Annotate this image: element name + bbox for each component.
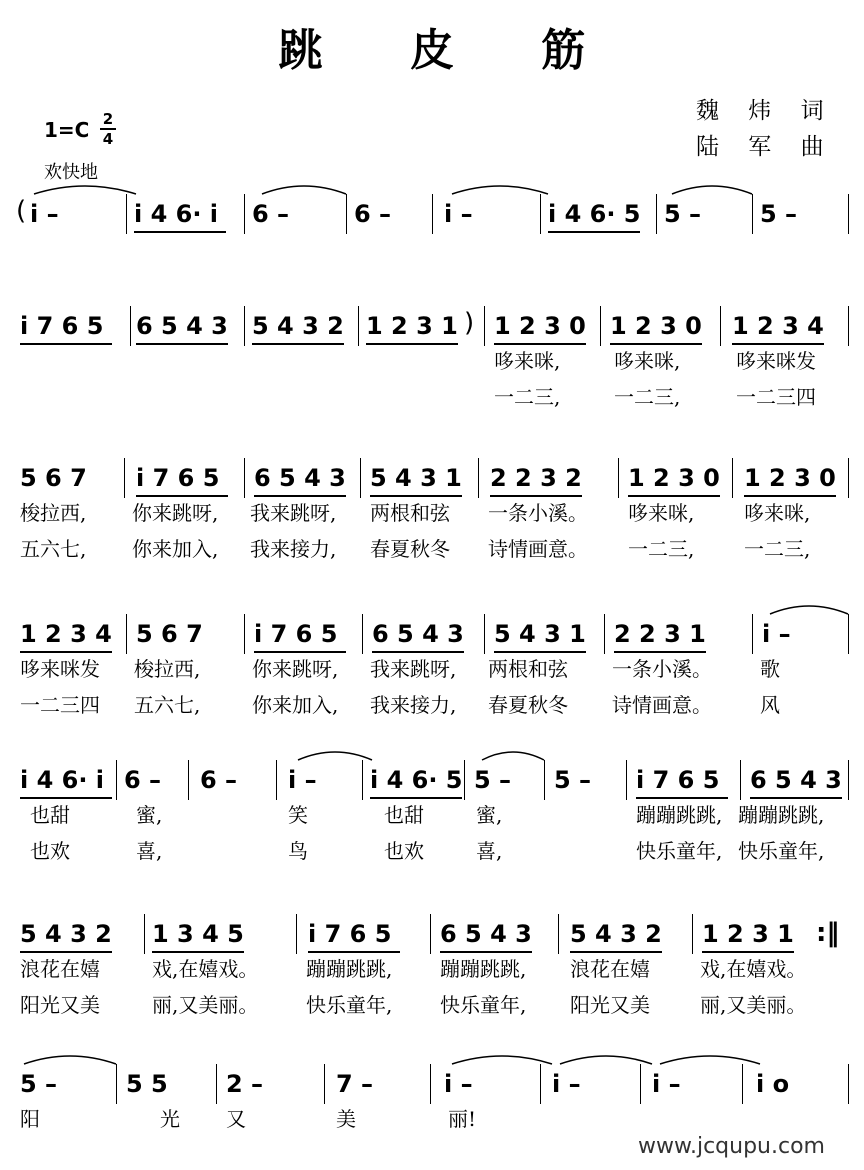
bar-line: [742, 1064, 743, 1104]
bar-line: [848, 614, 849, 654]
tie: [298, 752, 372, 760]
lyric-verse-2: 阳光又美: [20, 993, 100, 1017]
watermark: www.jcqupu.com: [638, 1134, 825, 1159]
lyric-verse-2: 快乐童年,: [636, 839, 723, 863]
lyric-verse-1: 哆来咪,: [628, 501, 695, 525]
bar-line: [540, 194, 541, 234]
bar-line: [276, 760, 277, 800]
measure-notes: 6 5 4 3: [372, 620, 464, 648]
lyric-verse-1: 两根和弦: [488, 657, 568, 681]
bar-line: [640, 1064, 641, 1104]
lyric-verse-2: 春夏秋冬: [488, 693, 568, 717]
lyric-verse-1: 哆来咪,: [494, 349, 561, 373]
lyric-verse-1: 哆来咪,: [744, 501, 811, 525]
lyric-verse-1: 光: [160, 1107, 180, 1131]
bar-line: [296, 914, 297, 954]
measure-notes: 5 6 7: [136, 620, 203, 648]
key-signature: 1=C: [44, 118, 90, 142]
lyric-verse-2: 一二三四: [20, 693, 100, 717]
bar-line: [848, 194, 849, 234]
bar-line: [144, 914, 145, 954]
bar-line: [126, 614, 127, 654]
measure-notes: 5 4 3 2: [570, 920, 662, 948]
measure-notes: 5 4 3 1: [494, 620, 586, 648]
measure-notes: 1 2 3 0: [610, 312, 702, 340]
lyric-verse-1: 蜜,: [476, 803, 503, 827]
bar-line: [430, 914, 431, 954]
lyric-verse-1: 蹦蹦跳跳,: [636, 803, 723, 827]
tie: [482, 752, 544, 760]
measure-notes: 6 –: [200, 766, 238, 794]
measure-notes: 5 –: [20, 1070, 58, 1098]
lyric-verse-2: 一二三,: [628, 537, 695, 561]
lyric-verse-1: 我来跳呀,: [370, 657, 457, 681]
repeat-end-sign: :‖: [816, 918, 840, 948]
measure-notes: i 7 6 5: [20, 312, 104, 340]
lyric-verse-2: 一二三四: [736, 385, 816, 409]
lyric-verse-1: 蜜,: [136, 803, 163, 827]
bar-line: [544, 760, 545, 800]
measure-notes: 6 –: [354, 200, 392, 228]
lyric-verse-2: 五六七,: [20, 537, 87, 561]
measure-notes: 6 –: [252, 200, 290, 228]
bar-line: [362, 614, 363, 654]
bar-line: [848, 760, 849, 800]
lyric-verse-2: 一二三,: [614, 385, 681, 409]
lyric-verse-2: 诗情画意。: [612, 693, 712, 717]
bar-line: [188, 760, 189, 800]
measure-notes: i 7 6 5: [636, 766, 720, 794]
lyric-verse-2: 我来接力,: [250, 537, 337, 561]
measure-notes: i –: [288, 766, 317, 794]
time-signature: [100, 110, 116, 148]
bar-line: [478, 458, 479, 498]
lyric-verse-1: 歌: [760, 657, 780, 681]
bar-line: [732, 458, 733, 498]
measure-notes: i –: [444, 1070, 473, 1098]
lyric-verse-1: 你来跳呀,: [252, 657, 339, 681]
bar-line: [848, 1064, 849, 1104]
lyric-verse-2: 我来接力,: [370, 693, 457, 717]
bar-line: [216, 1064, 217, 1104]
measure-notes: 5 4 3 2: [20, 920, 112, 948]
tie: [24, 1056, 116, 1064]
measure-notes: 1 2 3 0: [494, 312, 586, 340]
measure-notes: i 7 6 5: [308, 920, 392, 948]
lyric-verse-2: 诗情画意。: [488, 537, 588, 561]
bar-line: [124, 458, 125, 498]
lyric-verse-2: 阳光又美: [570, 993, 650, 1017]
measure-notes: 5 –: [760, 200, 798, 228]
measure-notes: 5 5: [126, 1070, 168, 1098]
bar-line: [432, 194, 433, 234]
tie: [660, 1056, 760, 1064]
measure-notes: i –: [552, 1070, 581, 1098]
bar-line: [752, 194, 753, 234]
measure-notes: 5 –: [554, 766, 592, 794]
measure-notes: i o: [756, 1070, 790, 1098]
bar-line: [618, 458, 619, 498]
lyric-verse-1: 一条小溪。: [612, 657, 712, 681]
lyric-verse-2: 春夏秋冬: [370, 537, 450, 561]
lyric-verse-2: 丽,又美丽。: [152, 993, 259, 1017]
lyric-verse-2: 快乐童年,: [306, 993, 393, 1017]
lyric-verse-1: 哆来咪,: [614, 349, 681, 373]
measure-notes: 6 5 4 3: [254, 464, 346, 492]
measure-notes: 6 5 4 3: [440, 920, 532, 948]
lyric-verse-1: 戏,在嬉戏。: [700, 957, 807, 981]
measure-notes: i 4 6· i: [134, 200, 219, 228]
lyric-verse-1: 蹦蹦跳跳,: [738, 803, 825, 827]
lyric-verse-1: 戏,在嬉戏。: [152, 957, 259, 981]
bar-line: [464, 760, 465, 800]
lyric-verse-1: 哆来咪发: [20, 657, 100, 681]
bar-line: [484, 614, 485, 654]
bar-line: [244, 614, 245, 654]
lyric-verse-1: 蹦蹦跳跳,: [440, 957, 527, 981]
lyric-verse-1: 笑: [288, 803, 308, 827]
bar-line: [130, 306, 131, 346]
bar-line: [848, 458, 849, 498]
measure-notes: i 7 6 5: [254, 620, 338, 648]
bar-line: [604, 614, 605, 654]
tie: [452, 1056, 552, 1064]
intro-open-paren: (: [16, 196, 27, 226]
bar-line: [848, 306, 849, 346]
lyric-verse-1: 浪花在嬉: [20, 957, 100, 981]
measure-notes: 1 2 3 1: [702, 920, 794, 948]
bar-line: [430, 1064, 431, 1104]
measure-notes: 1 2 3 0: [744, 464, 836, 492]
bar-line: [116, 760, 117, 800]
bar-line: [720, 306, 721, 346]
bar-line: [324, 1064, 325, 1104]
tie: [560, 1056, 652, 1064]
measure-notes: 6 –: [124, 766, 162, 794]
lyric-verse-1: 蹦蹦跳跳,: [306, 957, 393, 981]
measure-notes: 2 2 3 2: [490, 464, 582, 492]
bar-line: [656, 194, 657, 234]
lyric-verse-1: 美: [336, 1107, 356, 1131]
lyric-verse-1: 我来跳呀,: [250, 501, 337, 525]
measure-notes: i –: [444, 200, 473, 228]
composer-credit: 陆 军 曲: [696, 134, 835, 160]
measure-notes: 6 5 4 3: [136, 312, 228, 340]
measure-notes: 1 2 3 0: [628, 464, 720, 492]
lyric-verse-1: 哆来咪发: [736, 349, 816, 373]
bar-line: [244, 194, 245, 234]
lyric-verse-1: 也甜: [30, 803, 70, 827]
bar-line: [600, 306, 601, 346]
bar-line: [692, 914, 693, 954]
lyric-verse-1: 两根和弦: [370, 501, 450, 525]
tie: [452, 186, 548, 194]
bar-line: [558, 914, 559, 954]
measure-notes: 5 4 3 2: [252, 312, 344, 340]
lyric-verse-2: 你来加入,: [252, 693, 339, 717]
measure-notes: i 4 6· 5: [548, 200, 641, 228]
lyric-verse-2: 风: [760, 693, 780, 717]
bar-line: [740, 760, 741, 800]
lyric-verse-1: 一条小溪。: [488, 501, 588, 525]
measure-notes: 5 –: [474, 766, 512, 794]
measure-notes: i 4 6· 5: [370, 766, 463, 794]
lyric-verse-2: 鸟: [288, 839, 308, 863]
measure-notes: i –: [652, 1070, 681, 1098]
measure-notes: 5 –: [664, 200, 702, 228]
measure-notes: 7 –: [336, 1070, 374, 1098]
song-title: 跳 皮 筋: [278, 25, 622, 76]
bar-line: [346, 194, 347, 234]
lyric-verse-2: 你来加入,: [132, 537, 219, 561]
bar-line: [244, 306, 245, 346]
measure-notes: 5 4 3 1: [370, 464, 462, 492]
measure-notes: i –: [30, 200, 59, 228]
lyric-verse-2: 一二三,: [494, 385, 561, 409]
measure-notes: i –: [762, 620, 791, 648]
measure-notes: 5 6 7: [20, 464, 87, 492]
time-signature-top: 2: [102, 110, 114, 128]
bar-line: [752, 614, 753, 654]
lyric-verse-2: 喜,: [136, 839, 163, 863]
measure-notes: 1 2 3 4: [732, 312, 824, 340]
measure-notes: i 4 6· i: [20, 766, 105, 794]
bar-line: [116, 1064, 117, 1104]
lyric-verse-2: 快乐童年,: [440, 993, 527, 1017]
bar-line: [358, 306, 359, 346]
tie: [672, 186, 752, 194]
measure-notes: i 7 6 5: [136, 464, 220, 492]
measure-notes: 1 2 3 4: [20, 620, 112, 648]
bar-line: [540, 1064, 541, 1104]
lyric-verse-1: 丽!: [448, 1107, 477, 1131]
lyric-verse-2: 也欢: [384, 839, 424, 863]
lyric-verse-1: 也甜: [384, 803, 424, 827]
measure-notes: 1 3 4 5: [152, 920, 244, 948]
measure-notes: 6 5 4 3: [750, 766, 842, 794]
time-signature-bottom: 4: [102, 130, 114, 148]
lyric-verse-1: 梭拉西,: [20, 501, 87, 525]
lyricist-credit: 魏 炜 词: [696, 98, 835, 124]
lyric-verse-2: 丽,又美丽。: [700, 993, 807, 1017]
lyric-verse-1: 浪花在嬉: [570, 957, 650, 981]
lyric-verse-1: 又: [226, 1107, 246, 1131]
lyric-verse-1: 阳: [20, 1107, 40, 1131]
lyric-verse-2: 五六七,: [134, 693, 201, 717]
lyric-verse-2: 喜,: [476, 839, 503, 863]
tie: [34, 186, 136, 194]
lyric-verse-2: 也欢: [30, 839, 70, 863]
measure-notes: 2 2 3 1: [614, 620, 706, 648]
tie: [770, 606, 848, 614]
tie: [262, 186, 346, 194]
lyric-verse-1: 梭拉西,: [134, 657, 201, 681]
measure-notes: 2 –: [226, 1070, 264, 1098]
lyric-verse-2: 一二三,: [744, 537, 811, 561]
intro-close-paren: ): [464, 308, 475, 338]
bar-line: [360, 458, 361, 498]
bar-line: [626, 760, 627, 800]
bar-line: [484, 306, 485, 346]
tempo-marking: 欢快地: [44, 162, 98, 183]
lyric-verse-1: 你来跳呀,: [132, 501, 219, 525]
bar-line: [244, 458, 245, 498]
lyric-verse-2: 快乐童年,: [738, 839, 825, 863]
bar-line: [362, 760, 363, 800]
bar-line: [126, 194, 127, 234]
measure-notes: 1 2 3 1: [366, 312, 458, 340]
